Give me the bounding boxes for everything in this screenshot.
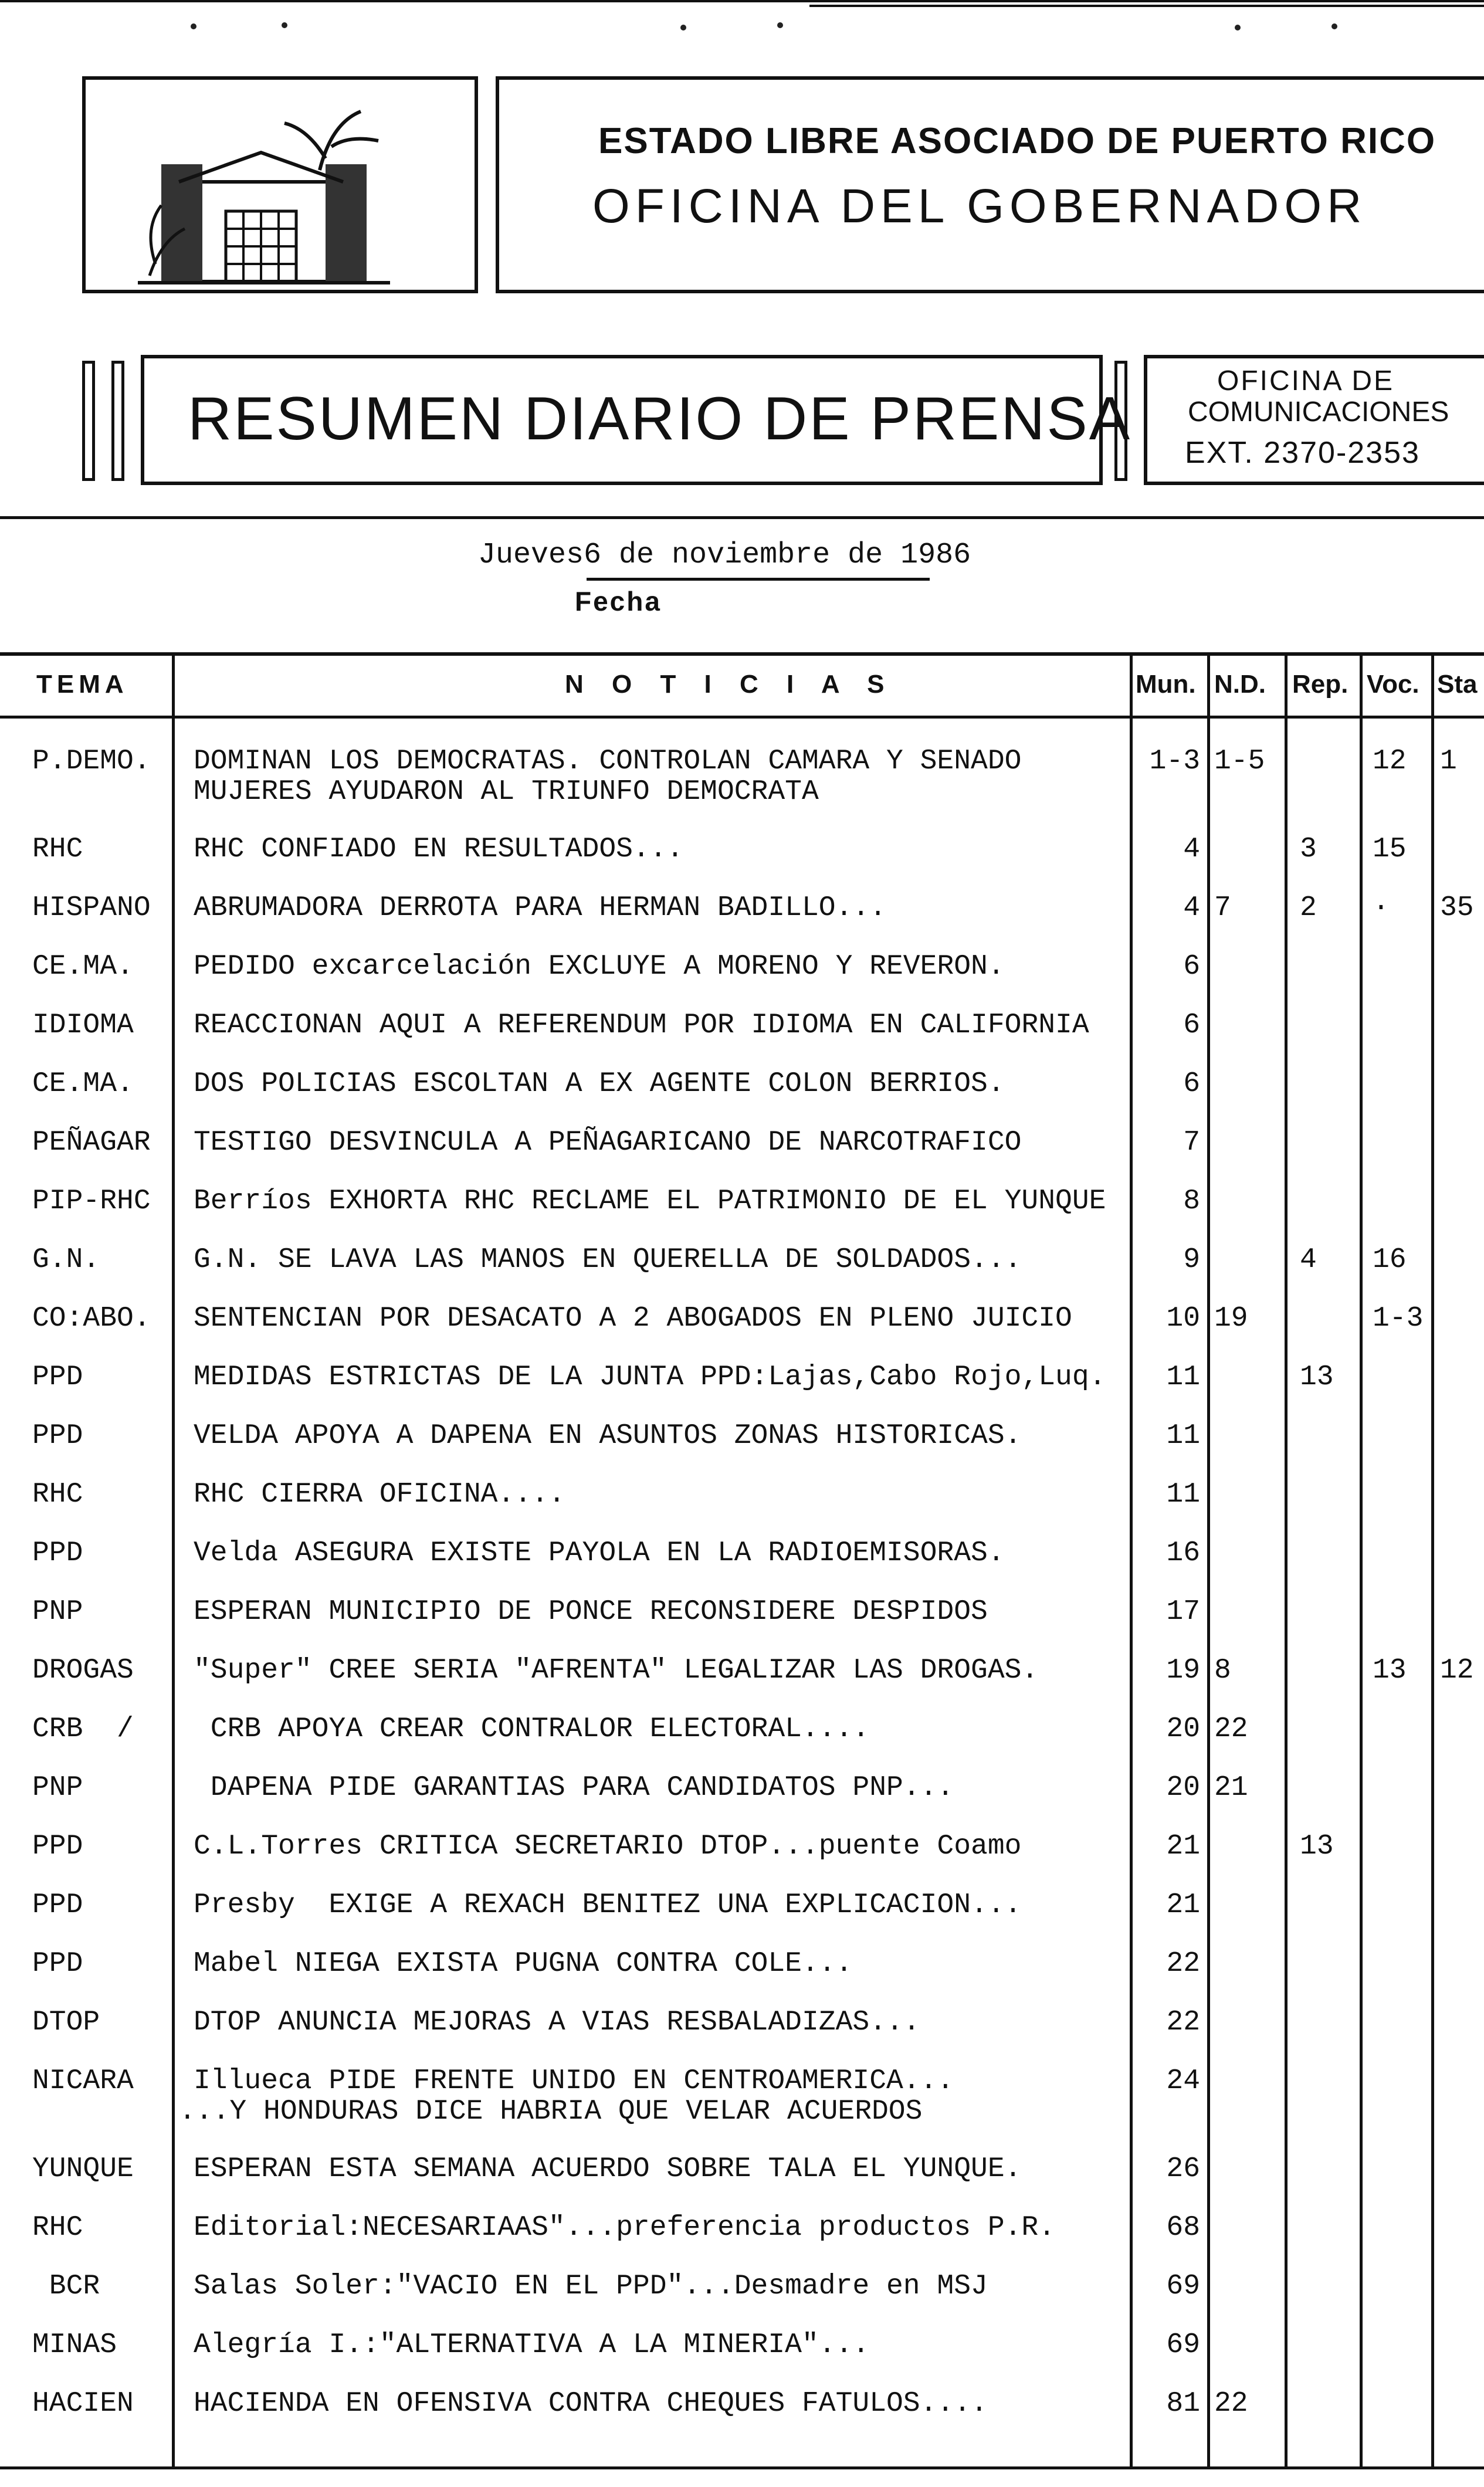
row-headline: Salas Soler:"VACIO EN EL PPD"...Desmadre en MSJ (194, 2271, 988, 2302)
row-headline: RHC CIERRA OFICINA.... (194, 1479, 565, 1510)
row-mun: 7 (1183, 1127, 1200, 1158)
row-mun: 17 (1166, 1596, 1200, 1628)
top-rule (0, 0, 1484, 2)
row-mun: 6 (1183, 1068, 1200, 1100)
row-headline: DTOP ANUNCIA MEJORAS A VIAS RESBALADIZAS... (194, 2007, 920, 2038)
row-tema: PPD (32, 1420, 83, 1452)
row-mun: 24 (1166, 2065, 1200, 2097)
row-tema: P.DEMO. (32, 746, 151, 777)
comm-office-line1: OFICINA DE (1217, 365, 1395, 397)
speck (191, 23, 196, 29)
decorative-bar (111, 361, 124, 481)
column-divider (172, 652, 175, 2468)
row-headline: RHC CONFIADO EN RESULTADOS... (194, 833, 684, 865)
comm-office-extension: EXT. 2370-2353 (1185, 436, 1420, 470)
row-headline: ABRUMADORA DERROTA PARA HERMAN BADILLO... (194, 892, 886, 924)
row-tema: PNP (32, 1772, 83, 1804)
row-headline: DOMINAN LOS DEMOCRATAS. CONTROLAN CAMARA Y SENADO (194, 746, 1022, 777)
table-header-rule (0, 716, 1484, 719)
row-headline: DAPENA PIDE GARANTIAS PARA CANDIDATOS PNP... (194, 1772, 954, 1804)
row-tema: YUNQUE (32, 2153, 134, 2185)
row-mun: 4 (1183, 892, 1200, 924)
row-rep: 3 (1300, 833, 1317, 865)
row-sta: 35 (1440, 892, 1474, 924)
row-headline: Velda ASEGURA EXISTE PAYOLA EN LA RADIOEMISORAS. (194, 1537, 1005, 1569)
row-tema: PPD (32, 1361, 83, 1393)
row-headline: Illueca PIDE FRENTE UNIDO EN CENTROAMERICA... (194, 2065, 954, 2097)
state-name: ESTADO LIBRE ASOCIADO DE PUERTO RICO (598, 121, 1436, 161)
row-nd: 22 (1214, 1713, 1248, 1745)
row-headline-line2: ...Y HONDURAS DICE HABRIA QUE VELAR ACUERDOS (179, 2096, 923, 2127)
row-tema: CE.MA. (32, 951, 134, 982)
row-tema: PPD (32, 1948, 83, 1980)
row-mun: 11 (1166, 1479, 1200, 1510)
row-mun: 19 (1166, 1655, 1200, 1686)
speck (777, 22, 783, 28)
row-tema: MINAS (32, 2329, 117, 2361)
row-nd: 7 (1214, 892, 1231, 924)
row-headline: Mabel NIEGA EXISTA PUGNA CONTRA COLE... (194, 1948, 853, 1980)
column-divider (1431, 652, 1434, 2468)
row-tema: RHC (32, 833, 83, 865)
row-nd: 8 (1214, 1655, 1231, 1686)
row-voc: 15 (1373, 833, 1407, 865)
row-headline: TESTIGO DESVINCULA A PEÑAGARICANO DE NARCOTRAFICO (194, 1127, 1022, 1158)
row-voc: 12 (1373, 746, 1407, 777)
row-tema: HISPANO (32, 892, 151, 924)
decorative-bar (82, 361, 95, 481)
speck (680, 25, 686, 31)
document-title: RESUMEN DIARIO DE PRENSA (188, 385, 1132, 453)
row-tema: CRB / (32, 1713, 134, 1745)
row-mun: 10 (1166, 1303, 1200, 1334)
row-mun: 26 (1166, 2153, 1200, 2185)
row-tema: RHC (32, 1479, 83, 1510)
date-value: Jueves6 de noviembre de 1986 (478, 538, 971, 572)
table-top-rule (0, 652, 1484, 656)
column-header-rep: Rep. (1292, 670, 1349, 699)
row-tema: PEÑAGAR (32, 1127, 151, 1158)
row-headline: SENTENCIAN POR DESACATO A 2 ABOGADOS EN PLENO JUICIO (194, 1303, 1072, 1334)
speck (282, 22, 287, 28)
row-mun: 21 (1166, 1831, 1200, 1862)
row-headline: "Super" CREE SERIA "AFRENTA" LEGALIZAR LAS DROGAS. (194, 1655, 1039, 1686)
column-divider (1360, 652, 1363, 2468)
decorative-bar (1114, 361, 1127, 481)
row-tema: PPD (32, 1889, 83, 1921)
row-mun: 6 (1183, 951, 1200, 982)
column-divider (1285, 652, 1288, 2468)
row-tema: DROGAS (32, 1655, 134, 1686)
row-tema: NICARA (32, 2065, 134, 2097)
row-voc: 16 (1373, 1244, 1407, 1276)
governor-mansion-logo (138, 100, 390, 287)
row-mun: 4 (1183, 833, 1200, 865)
row-mun: 1-3 (1149, 746, 1200, 777)
row-mun: 9 (1183, 1244, 1200, 1276)
row-headline: VELDA APOYA A DAPENA EN ASUNTOS ZONAS HISTORICAS. (194, 1420, 1022, 1452)
column-header-voc: Voc. (1367, 670, 1419, 699)
comm-office-line2: COMUNICACIONES (1188, 397, 1449, 428)
row-mun: 81 (1166, 2388, 1200, 2420)
row-tema: PIP-RHC (32, 1185, 151, 1217)
row-rep: 2 (1300, 892, 1317, 924)
office-name: OFICINA DEL GOBERNADOR (592, 179, 1367, 233)
row-mun: 22 (1166, 1948, 1200, 1980)
row-nd: 1-5 (1214, 746, 1265, 777)
row-headline: Editorial:NECESARIAAS"...preferencia productos P.R. (194, 2212, 1056, 2244)
row-headline: C.L.Torres CRITICA SECRETARIO DTOP...puente Coamo (194, 1831, 1022, 1862)
row-mun: 20 (1166, 1772, 1200, 1804)
row-voc: 13 (1373, 1655, 1407, 1686)
row-headline: CRB APOYA CREAR CONTRALOR ELECTORAL.... (194, 1713, 870, 1745)
row-tema: RHC (32, 2212, 83, 2244)
row-tema: CE.MA. (32, 1068, 134, 1100)
row-rep: 4 (1300, 1244, 1317, 1276)
row-headline-line2: MUJERES AYUDARON AL TRIUNFO DEMOCRATA (194, 776, 819, 808)
row-mun: 21 (1166, 1889, 1200, 1921)
row-sta: 1 (1440, 746, 1457, 777)
row-headline: Berríos EXHORTA RHC RECLAME EL PATRIMONIO DE EL YUNQUE (194, 1185, 1106, 1217)
row-headline: REACCIONAN AQUI A REFERENDUM POR IDIOMA EN CALIFORNIA (194, 1009, 1089, 1041)
row-mun: 69 (1166, 2329, 1200, 2361)
column-header-sta: Sta (1437, 670, 1478, 699)
row-headline: PEDIDO excarcelación EXCLUYE A MORENO Y REVERON. (194, 951, 1005, 982)
table-bottom-rule (0, 2466, 1484, 2469)
header-rule (0, 516, 1484, 519)
row-voc: 1-3 (1373, 1303, 1424, 1334)
row-rep: 13 (1300, 1831, 1334, 1862)
row-headline: MEDIDAS ESTRICTAS DE LA JUNTA PPD:Lajas,Cabo Rojo,Luq. (194, 1361, 1106, 1393)
row-headline: HACIENDA EN OFENSIVA CONTRA CHEQUES FATULOS.... (194, 2388, 988, 2420)
row-mun: 11 (1166, 1420, 1200, 1452)
column-divider (1207, 652, 1210, 2468)
row-mun: 8 (1183, 1185, 1200, 1217)
row-tema: DTOP (32, 2007, 100, 2038)
row-mun: 6 (1183, 1009, 1200, 1041)
row-mun: 16 (1166, 1537, 1200, 1569)
date-underline (587, 578, 930, 581)
date-label: Fecha (575, 586, 662, 616)
row-mun: 20 (1166, 1713, 1200, 1745)
row-headline: ESPERAN ESTA SEMANA ACUERDO SOBRE TALA EL YUNQUE. (194, 2153, 1022, 2185)
row-sta: 12 (1440, 1655, 1474, 1686)
row-tema: CO:ABO. (32, 1303, 151, 1334)
row-rep: 13 (1300, 1361, 1334, 1393)
speck (1331, 23, 1337, 29)
row-voc: · (1373, 892, 1390, 924)
column-header-nd: N.D. (1214, 670, 1266, 699)
column-header-mun: Mun. (1136, 670, 1196, 699)
row-mun: 68 (1166, 2212, 1200, 2244)
row-tema: PPD (32, 1537, 83, 1569)
row-tema: IDIOMA (32, 1009, 134, 1041)
row-nd: 21 (1214, 1772, 1248, 1804)
row-mun: 69 (1166, 2271, 1200, 2302)
speck (1235, 25, 1241, 31)
row-tema: PPD (32, 1831, 83, 1862)
column-header-noticias: N O T I C I A S (565, 670, 895, 699)
row-tema: BCR (32, 2271, 100, 2302)
row-tema: HACIEN (32, 2388, 134, 2420)
column-header-tema: TEMA (36, 670, 128, 699)
row-nd: 22 (1214, 2388, 1248, 2420)
row-headline: DOS POLICIAS ESCOLTAN A EX AGENTE COLON BERRIOS. (194, 1068, 1005, 1100)
row-headline: ESPERAN MUNICIPIO DE PONCE RECONSIDERE DESPIDOS (194, 1596, 988, 1628)
row-nd: 19 (1214, 1303, 1248, 1334)
row-tema: PNP (32, 1596, 83, 1628)
row-tema: G.N. (32, 1244, 100, 1276)
row-headline: Presby EXIGE A REXACH BENITEZ UNA EXPLICACION... (194, 1889, 1022, 1921)
top-rule-2 (809, 5, 1484, 7)
row-mun: 22 (1166, 2007, 1200, 2038)
row-mun: 11 (1166, 1361, 1200, 1393)
row-headline: G.N. SE LAVA LAS MANOS EN QUERELLA DE SOLDADOS... (194, 1244, 1022, 1276)
row-headline: Alegría I.:"ALTERNATIVA A LA MINERIA"... (194, 2329, 870, 2361)
